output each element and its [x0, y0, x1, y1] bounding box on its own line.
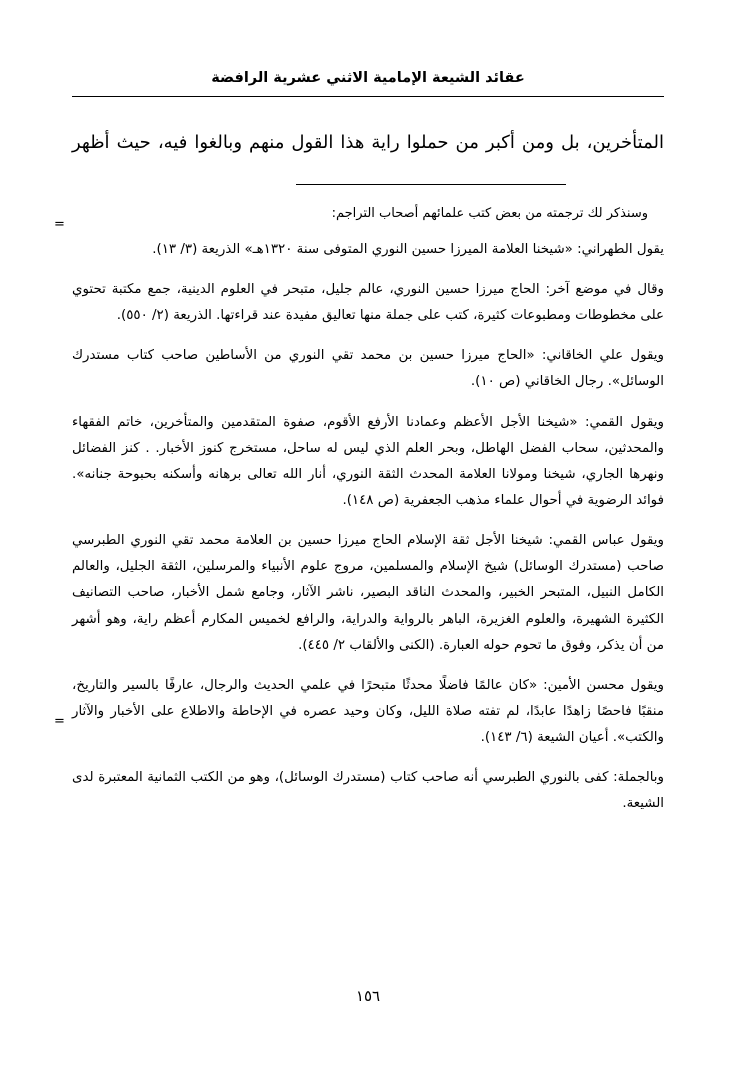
- page-header: [72, 68, 664, 88]
- paragraph-3: ويقول علي الخاقاني: «الحاج ميرزا حسين بن محمد تقي النوري من الأساطين صاحب كتاب مستدرك الوسائل». رجال الخاقاني (ص ١٠).: [72, 348, 664, 390]
- page-content: [54, 126, 664, 832]
- header-divider: [72, 96, 664, 97]
- footnote-divider-wrap: [72, 178, 664, 194]
- page-number: ١٥٦: [355, 987, 381, 1005]
- equals-mark-bottom: =: [54, 713, 65, 729]
- equals-mark-top: =: [54, 217, 65, 232]
- header-title: عقائد الشيعة الإمامية الاثني عشرية الرافضة: [211, 70, 525, 86]
- paragraph-7: وبالجملة: كفى بالنوري الطبرسي أنه صاحب كتاب (مستدرك الوسائل)، وهو من الكتب الثمانية المعتبرة لدى الشيعة.: [72, 770, 664, 812]
- footnote-divider: [296, 184, 566, 185]
- paragraph-5: ويقول عباس القمي: شيخنا الأجل ثقة الإسلام الحاج ميرزا حسين بن العلامة محمد تقي النوري الطبرسي صاحب (مستدرك الوسائل) شيخ الإسلام والمسلمين، مروج علوم الأنبياء والمرسلين، الثقة الجليل، والعالم الكامل النبيل، المتبحر الخبير، والمحدث الناقد البصير، ناشر الآثار، وجامع شمل الأخبار، صاحب التصانيف الكثيرة الشهيرة، والعلوم الغزيرة، الباهر بالرواية والدراية، والرافع لخميس المكارم أعظم راية، وهو أشهر من أن يذكر، وفوق ما تحوم حوله العبارة. (الكنى والألقاب ٢/ ٤٤٥).: [72, 533, 664, 653]
- paragraph-4: ويقول القمي: «شيخنا الأجل الأعظم وعمادنا الأرفع الأقوم، صفوة المتقدمين والمتأخرين، خاتم الفقهاء والمحدثين، سحاب الفضل الهاطل، وبحر العلم الذي ليس له ساحل، مستخرج كنوز الأخبار. . كنز الفضائل ونهرها الجاري، شيخنا ومولانا العلامة المحدث الثقة النوري، أنار الله تعالى برهانه وأسكنه بحبوحة جنانه». فوائد الرضوية في أحوال علماء مذهب الجعفرية (ص ١٤٨).: [72, 414, 664, 508]
- paragraph-2: وقال في موضع آخر: الحاج ميرزا حسين النوري، عالم جليل، متبحر في العلوم الدينية، جمع مكتبة تحتوي على مخطوطات ومطبوعات كثيرة، كتب على جملة منها تعاليق مفيدة عند قراءتها. الذريعة (٢/ ٥٥٠).: [72, 282, 664, 324]
- lead-line: المتأخرين، بل ومن أكبر من حملوا راية هذا القول منهم وبالغوا فيه، حيث أظهر: [72, 132, 664, 153]
- note-line: وسنذكر لك ترجمته من بعض كتب علمائهم أصحاب التراجم:: [331, 206, 648, 222]
- paragraph-6: ويقول محسن الأمين: «كان عالمًا فاضلًا محدثًا متبحرًا في علمي الحديث والرجال، عارفًا بالسير والتاريخ، منقبًا فاحصًا زاهدًا عابدًا، لم تفته صلاة الليل، وكان وحيد عصره في الإحاطة والاطلاع على الأخبار والآثار والكتب». أعيان الشيعة (٦/ ١٤٣).: [72, 677, 664, 746]
- paragraph-1: يقول الطهراني: «شيخنا العلامة الميرزا حسين النوري المتوفى سنة ١٣٢٠هـ» الذريعة (٣/ ١٣).: [152, 241, 664, 257]
